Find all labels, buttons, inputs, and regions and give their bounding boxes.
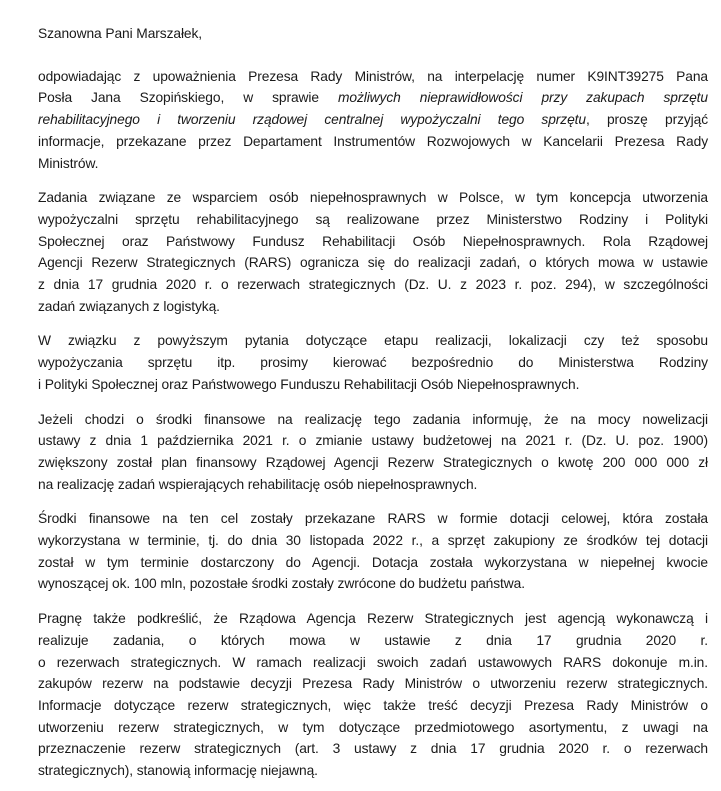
text-run: W związku z powyższym pytania dotyczące etapu realizacji, lokalizacji czy też sposobu — [38, 333, 708, 349]
text-run: Informacje dotyczące rezerw strategicznych, więc także treść decyzji Prezesa Rady Ministrów o — [38, 697, 708, 713]
text-run: informacje, przekazane przez Departament Instrumentów Rozwojowych w Kancelarii Prezesa Rady — [38, 133, 708, 149]
letter-paragraph — [38, 508, 708, 595]
text-run: Pragnę także podkreślić, że Rządowa Agencja Rezerw Strategicznych jest agencją wykonawczą i — [38, 611, 708, 627]
salutation-paragraph — [38, 23, 708, 45]
text-line — [38, 109, 708, 131]
text-run: Agencji Rezerw Strategicznych (RARS) ogranicza się do realizacji zadań, o których mowa w ustawie — [38, 255, 708, 271]
text-line — [38, 608, 708, 630]
text-run: został w tym terminie dostarczony do Agencji. Dotacja została wykorzystana w niepełnej kwocie — [38, 554, 708, 570]
text-line — [38, 474, 708, 496]
letter-paragraph — [38, 66, 708, 175]
letter-paragraph — [38, 409, 708, 496]
text-run: wypożyczalni sprzętu rehabilitacyjnego są realizowane przez Ministerstwo Rodziny i Polityki — [38, 211, 708, 227]
text-run: Ministrów. — [38, 155, 99, 171]
text-run: o rezerwach strategicznych. W ramach realizacji swoich zadań ustawowych RARS dokonuje m.in. — [38, 654, 708, 670]
text-run: zwiększony został plan finansowy Rządowej Agencji Rezerw Strategicznych o kwotę 200 000 000 zł — [38, 454, 708, 470]
text-run: przeznaczenie rezerw strategicznych (art. 3 ustawy z dnia 17 grudnia 2020 r. o rezerwach — [38, 741, 708, 757]
text-line — [38, 352, 708, 374]
text-line — [38, 187, 708, 209]
letter-paragraph — [38, 330, 708, 395]
text-line — [38, 330, 708, 352]
italic-text-run: możliwych nieprawidłowości przy zakupach sprzętu — [337, 90, 708, 106]
text-line — [38, 652, 708, 674]
text-line — [38, 209, 708, 231]
text-run: Środki finansowe na ten cel zostały przekazane RARS w formie dotacji celowej, która została — [38, 511, 708, 527]
text-run: ustawy z dnia 1 października 2021 r. o zmianie ustawy budżetowej na 2021 r. (Dz. U. poz. 1900) — [38, 433, 708, 449]
text-line — [38, 231, 708, 253]
text-run: na realizację zadań wspierających rehabilitację osób niepełnosprawnych. — [38, 476, 478, 492]
text-run: wypożyczania sprzętu itp. prosimy kierować bezpośrednio do Ministerstwa Rodziny — [38, 355, 708, 371]
letter-paragraph — [38, 608, 708, 782]
text-line — [38, 695, 708, 717]
text-line — [38, 552, 708, 574]
text-run: wykorzystana w terminie, tj. do dnia 30 listopada 2022 r., a sprzęt zakupiony ze środków tej dotacji — [38, 533, 708, 549]
text-run: strategicznych), stanowią informację niejawną. — [38, 763, 318, 779]
text-run: z dnia 17 grudnia 2020 r. o rezerwach strategicznych (Dz. U. z 2023 r. poz. 294), w szczególności — [38, 277, 708, 293]
text-line — [38, 630, 708, 652]
text-run: Szanowna Pani Marszałek, — [38, 26, 203, 41]
text-line — [38, 274, 708, 296]
text-line — [38, 66, 708, 88]
text-line — [38, 738, 708, 760]
text-line — [38, 573, 708, 595]
text-line — [38, 452, 708, 474]
text-run: zakupów rezerw na podstawie decyzji Prezesa Rady Ministrów o utworzeniu rezerw strategicznych. — [38, 676, 708, 692]
text-line — [38, 530, 708, 552]
text-line — [38, 296, 708, 318]
text-run: odpowiadając z upoważnienia Prezesa Rady Ministrów, na interpelację numer K9INT39275 Pana — [38, 68, 708, 84]
text-line — [38, 374, 708, 396]
text-line — [38, 673, 708, 695]
text-line — [38, 430, 708, 452]
text-line — [38, 153, 708, 175]
text-line — [38, 760, 708, 782]
text-run: utworzeniu rezerw strategicznych, w tym dotyczące przedmiotowego asortymentu, z uwagi na — [38, 719, 708, 735]
text-run: realizuje zadania, o których mowa w ustawie z dnia 17 grudnia 2020 r. — [38, 632, 708, 648]
letter-paragraph — [38, 187, 708, 317]
text-run: Posła Jana Szopińskiego, w sprawie — [38, 90, 338, 106]
text-line — [38, 409, 708, 431]
text-line — [38, 87, 708, 109]
italic-text-run: rehabilitacyjnego i tworzeniu rządowej centralnej wypożyczalni tego sprzętu — [38, 112, 586, 128]
text-run: Społecznej oraz Państwowy Fundusz Rehabilitacji Osób Niepełnosprawnych. Rola Rządowej — [38, 233, 708, 249]
text-run: Zadania związane ze wsparciem osób niepełnosprawnych w Polsce, w tym koncepcja utworzenia — [38, 190, 708, 206]
text-run: i Polityki Społecznej oraz Państwowego Funduszu Rehabilitacji Osób Niepełnosprawnych. — [38, 376, 580, 392]
text-line — [38, 717, 708, 739]
text-line — [38, 131, 708, 153]
text-run: , proszę przyjąć — [585, 112, 708, 128]
text-run: wynoszącej ok. 100 mln, pozostałe środki zostały zwrócone do budżetu państwa. — [38, 576, 525, 592]
text-line — [38, 23, 708, 45]
text-run: zadań związanych z logistyką. — [38, 298, 220, 314]
text-line — [38, 252, 708, 274]
text-line — [38, 508, 708, 530]
text-run: Jeżeli chodzi o środki finansowe na realizację tego zadania informuję, że na mocy nowelizacji — [38, 411, 708, 427]
